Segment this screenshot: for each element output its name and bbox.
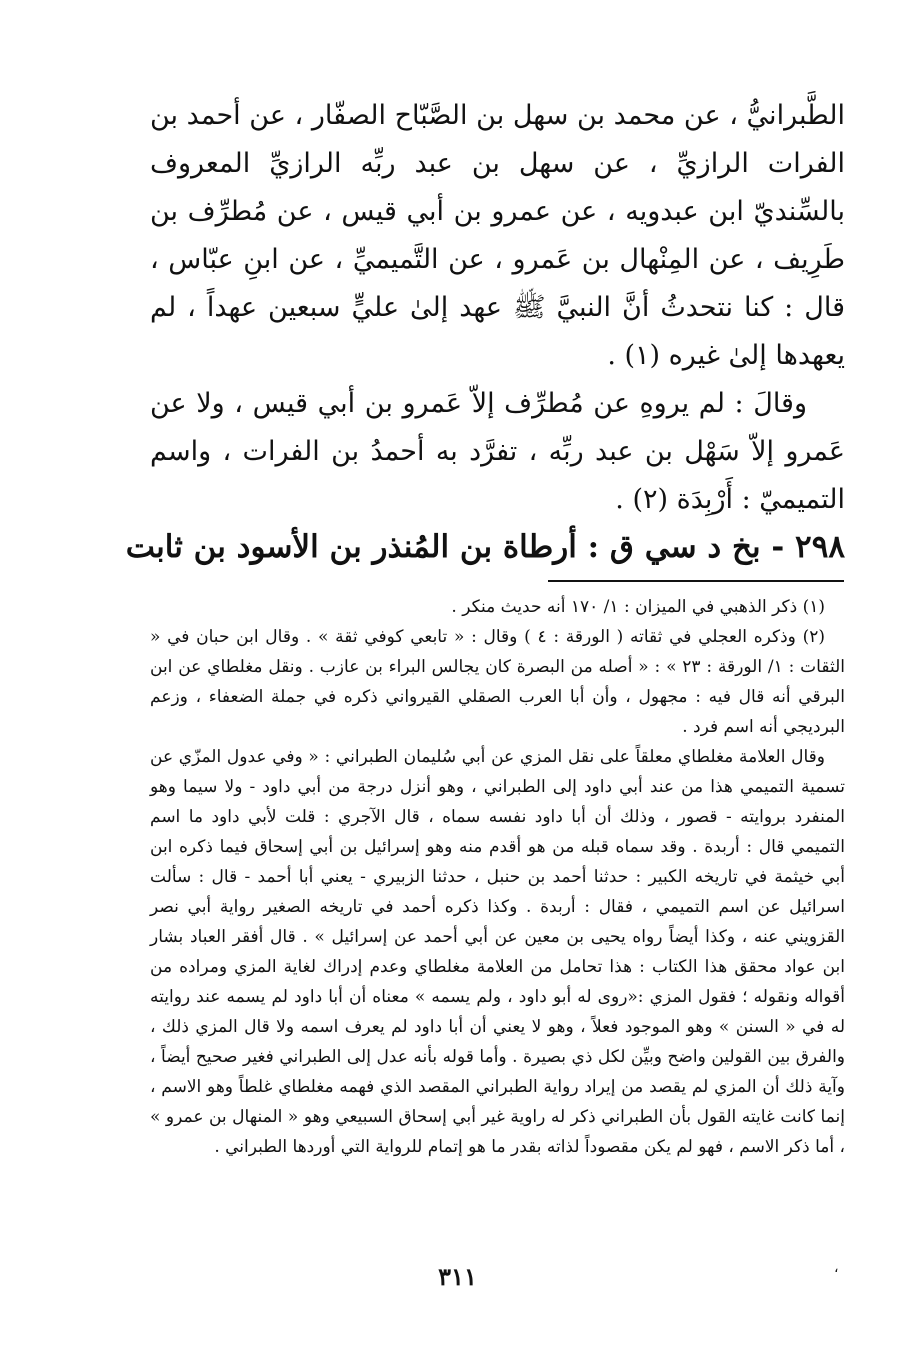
page-number: ٣١١ <box>438 1262 477 1291</box>
footnote-2: (٢) وذكره العجلي في ثقاته ( الورقة : ٤ ) وقال : « تابعي كوفي ثقة » . وقال ابن حبان في « الثقات : ١/ الورقة : ٢٣ » : « أصله من البصرة كان يجالس البراء بن عازب . ونقل مغلطاي عن ابن البرقي أنه قال فيه : مجهول ، وأن أبا العرب الصقلي القيرواني ذكره في جملة الضعفاء ، وزعم البرديجي أنه اسم فرد . <box>150 627 845 737</box>
footnotes <box>150 592 845 1162</box>
footnote-2-continued: وقال العلامة مغلطاي معلقاً على نقل المزي عن أبي سُليمان الطبراني : « وفي عدول المزّي عن تسمية التميمي هذا من عند أبي داود إلى الطبراني ، وهو أنزل درجة من أبي داود - ولا سيما وهو المنفرد بروايته - قصور ، وذلك أن أبا داود نفسه سماه ، قال الآجري : قلت لأبي داود ما اسم التميمي قال : أربدة . وقد سماه قبله من هو أقدم منه وهو إسرائيل بن أبي إسحاق فيما ذكره ابن أبي خيثمة في تاريخه الكبير : حدثنا أحمد بن حنبل ، حدثنا الزبيري - يعني أبا أحمد - قال : سألت اسرائيل عن اسم التميمي ، فقال : أربدة . وكذا ذكره أحمد في تاريخه الصغير رواية أبي نصر القزويني عنه ، وكذا أيضاً رواه يحيى بن معين عن أبي أحمد عن إسرائيل » . قال أفقر العباد بشار ابن عواد محقق هذا الكتاب : هذا تحامل من العلامة مغلطاي وعدم إدراك لغاية المزي ومراده من أقواله ونقوله ؛ فقول المزي :«روى له أبو داود ، ولم يسمه » معناه أن أبا داود لم يسمه عند روايته له في « السنن » وهو الموجود فعلاً ، وهو لا يعني أن أبا داود لم يعرف اسمه ولا قال المزي ذلك ، والفرق بين القولين واضح وبيِّن لكل ذي بصيرة . وأما قوله بأنه عدل إلى الطبراني فغير صحيح أيضاً ، وآية ذلك أن المزي لم يقصد من إيراد رواية الطبراني المقصد الذي فهمه مغلطاي غلطاً وهو الاسم ، إنما كانت غايته القول بأن الطبراني ذكر له راوية غير أبي إسحاق السبيعي وهو « المنهال بن عمرو » ، أما ذكر الاسم ، فهو لم يكن مقصوداً لذاته بقدر ما هو إتمام للرواية التي أوردها الطبراني . <box>150 747 845 1157</box>
footnote-separator <box>548 580 844 582</box>
entry-heading: ٢٩٨ - بخ د سي ق : أرطاة بن المُنذر بن الأسود بن ثابت <box>125 529 845 565</box>
main-text-body <box>150 92 845 524</box>
main-paragraph: الطَّبرانيُّ ، عن محمد بن سهل بن الصَّبّاح الصفّار ، عن أحمد بن الفرات الرازيِّ ، عن سهل بن عبد ربِّه الرازيِّ المعروف بالسِّنديّ ابن عبدويه ، عن عمرو بن أبي قيس ، عن مُطرِّف بن طَرِيف ، عن المِنْهال بن عَمرو ، عن التَّميميِّ ، عن ابنِ عبّاس ، قال : كنا نتحدثُ أنَّ النبيَّ ﷺ عهد إلىٰ عليٍّ سبعين عهداً ، لم يعهدها إلىٰ غيره (١) . <box>150 100 845 371</box>
margin-mark: ، <box>834 1260 839 1276</box>
footnote-1: (١) ذكر الذهبي في الميزان : ١/ ١٧٠ أنه حديث منكر . <box>451 597 825 617</box>
main-paragraph: وقالَ : لم يروهِ عن مُطرِّف إلاّ عَمرو بن أبي قيس ، ولا عن عَمرو إلاّ سَهْل بن عبد ربِّه ، تفرَّد به أحمدُ بن الفرات ، واسم التميميّ : أَرْبِدَة (٢) . <box>150 388 845 515</box>
